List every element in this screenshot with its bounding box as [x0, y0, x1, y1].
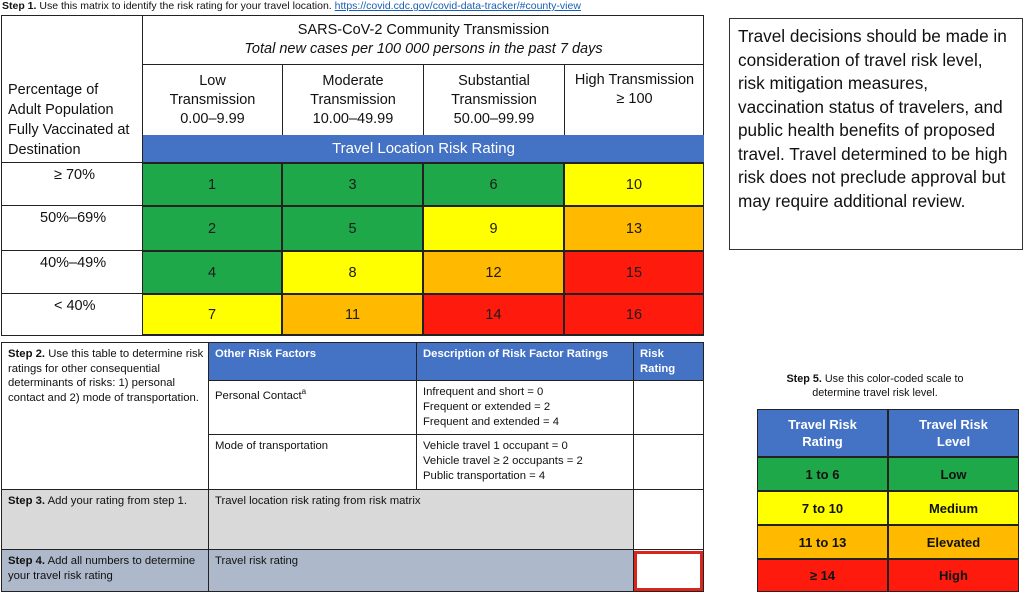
- scale-header-rating: Travel Risk Rating: [757, 409, 888, 457]
- step2-instruction: Step 2. Use this table to determine risk ratings for other consequential determinants of risks: 1) personal contact and 2) mode of transportation.: [2, 343, 209, 490]
- risk-level-scale: [757, 409, 1019, 592]
- matrix-header: [142, 16, 704, 65]
- matrix-cell: 7: [142, 294, 282, 335]
- personal-contact-rating-input[interactable]: [634, 381, 703, 435]
- scale-rating-medium: 7 to 10: [757, 491, 888, 525]
- scale-level-medium: Medium: [888, 491, 1019, 525]
- scale-header-level: Travel Risk Level: [888, 409, 1019, 457]
- col-moderate-transmission: Moderate Transmission 10.00–49.99: [282, 65, 423, 135]
- factor-mode-of-transportation: Mode of transportation: [209, 435, 417, 490]
- step4-description: Travel risk rating: [209, 550, 634, 591]
- step5-instruction: Step 5. Use this color-coded scale to determine travel risk level.: [786, 373, 964, 399]
- transportation-description: Vehicle travel 1 occupant = 0 Vehicle travel ≥ 2 occupants = 2 Public transportation = 4: [417, 435, 634, 490]
- travel-location-risk-rating-band: Travel Location Risk Rating: [142, 135, 704, 162]
- risk-matrix: [1, 15, 704, 336]
- county-view-link[interactable]: https://covid.cdc.gov/covid-data-tracker/#county-view: [334, 0, 581, 12]
- step1-text: Use this matrix to identify the risk rating for your travel location.: [39, 0, 332, 12]
- step4-instruction: Step 4. Add all numbers to determine your travel risk rating: [2, 550, 209, 591]
- matrix-cell: 1: [142, 163, 282, 206]
- col-substantial-transmission: Substantial Transmission 50.00–99.99: [423, 65, 564, 135]
- step1-instruction: [2, 0, 722, 14]
- col-low-transmission: Low Transmission 0.00–9.99: [142, 65, 282, 135]
- travel-decision-note: Travel decisions should be made in consideration of travel risk level, risk mitigation measures, vaccination status of travelers, and public health benefits of proposed travel. Travel determined to be high risk does not preclude approval but may require additional review.: [729, 18, 1023, 250]
- matrix-cell: 10: [564, 163, 704, 206]
- matrix-cell: 4: [142, 251, 282, 294]
- row-label-below-40: < 40%: [54, 298, 96, 314]
- matrix-cell: 12: [423, 251, 564, 294]
- step1-label: Step 1.: [2, 0, 37, 12]
- step3-instruction: Step 3. Add your rating from step 1.: [2, 490, 209, 550]
- matrix-cell: 2: [142, 206, 282, 251]
- transportation-rating-input[interactable]: [634, 435, 703, 490]
- matrix-title: SARS-CoV-2 Community Transmission: [297, 22, 550, 38]
- factor-personal-contact: Personal Contact$^a$: [209, 381, 417, 435]
- col-other-risk-factors: Other Risk Factors: [209, 343, 417, 381]
- matrix-cell: 3: [282, 163, 423, 206]
- matrix-cell: 16: [564, 294, 704, 335]
- matrix-cell: 14: [423, 294, 564, 335]
- scale-level-elevated: Elevated: [888, 525, 1019, 559]
- matrix-cell: 6: [423, 163, 564, 206]
- step3-description: Travel location risk rating from risk matrix: [209, 490, 634, 550]
- risk-factor-table: [1, 342, 704, 592]
- scale-level-high: High: [888, 559, 1019, 592]
- scale-rating-elevated: 11 to 13: [757, 525, 888, 559]
- col-high-transmission: High Transmission ≥ 100: [564, 65, 704, 135]
- matrix-cell: 13: [564, 206, 704, 251]
- matrix-cell: 8: [282, 251, 423, 294]
- matrix-row-header: Percentage of Adult Population Fully Vaccinated at Destination: [8, 82, 130, 158]
- location-rating-input[interactable]: [634, 490, 703, 550]
- row-label-40-49: 40%–49%: [2, 251, 142, 294]
- row-label-50-69: 50%–69%: [2, 206, 142, 251]
- matrix-subtitle: Total new cases per 100 000 persons in the past 7 days: [244, 41, 603, 57]
- scale-rating-high: ≥ 14: [757, 559, 888, 592]
- scale-level-low: Low: [888, 457, 1019, 491]
- personal-contact-description: Infrequent and short = 0 Frequent or extended = 2 Frequent and extended = 4: [417, 381, 634, 435]
- col-risk-rating: Risk Rating: [634, 343, 703, 381]
- matrix-cell: 9: [423, 206, 564, 251]
- matrix-cell: 11: [282, 294, 423, 335]
- scale-rating-low: 1 to 6: [757, 457, 888, 491]
- matrix-cell: 15: [564, 251, 704, 294]
- row-label-70-plus: ≥ 70%: [2, 163, 142, 206]
- col-risk-description: Description of Risk Factor Ratings: [417, 343, 634, 381]
- matrix-cell: 5: [282, 206, 423, 251]
- total-risk-rating-input[interactable]: [634, 551, 703, 591]
